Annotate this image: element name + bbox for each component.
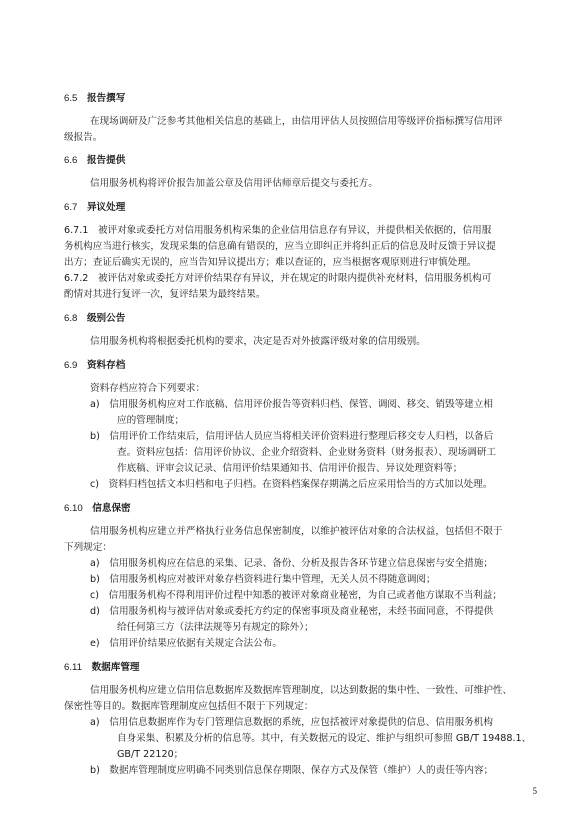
list-item: b) 数据库管理制度应明确不同类别信息保存期限、保存方式及保管（维护）人的责任等内容；	[90, 765, 494, 776]
paragraph-line: 资料存档应符合下列要求：	[90, 383, 206, 394]
paragraph-line: 出方；查证后确实无误的，应当告知异议提出方；难以查证的，应当根据客观原则进行审慎处理。	[64, 257, 477, 268]
section-heading: 6.11 数据库管理	[64, 662, 140, 673]
list-item: a) 信用信息数据库作为专门管理信息数据的系统，应包括被评对象提供的信息、信用服务机构	[90, 717, 493, 728]
section-heading: 6.5 报告撰写	[64, 93, 126, 104]
list-item: d) 信用服务机构与被评估对象或委托方约定的保密事项及商业秘密，未经书面同意，不得提供	[90, 606, 494, 617]
list-item-continuation: 查。资料应包括：信用评价协议、企业介绍资料、企业财务资料（财务报表）、现场调研工	[117, 447, 496, 458]
paragraph-line: 下列规定：	[64, 542, 112, 553]
list-item: a) 信用服务机构应在信息的采集、记录、备份、分析及报告各环节建立信息保密与安全措施；	[90, 558, 493, 569]
paragraph-line: 级报告。	[64, 132, 103, 143]
list-item: b) 信用服务机构应对被评对象存档资料进行集中管理，无关人员不得随意调阅；	[90, 574, 436, 585]
list-item-continuation: 应的管理制度；	[117, 415, 185, 426]
paragraph-line: 信用服务机构应建立并严格执行业务信息保密制度，以维护被评估对象的合法权益，包括但不限于	[90, 526, 503, 537]
paragraph-line: 酌情对其进行复评一次，复评结果为最终结果。	[64, 289, 266, 300]
paragraph-line: 在现场调研及广泛参考其他相关信息的基础上，由信用评估人员按照信用等级评价指标撰写信用评	[90, 116, 503, 127]
section-heading: 6.7 异议处理	[64, 202, 126, 213]
paragraph-line: 信用服务机构将评价报告加盖公章及信用评估师章后提交与委托方。	[90, 178, 378, 189]
list-item: c) 信用服务机构不得利用评价过程中知悉的被评对象商业秘密，为自己或者他方谋取不当利益；	[90, 590, 502, 601]
list-item-continuation: GB/T 22120；	[117, 749, 184, 760]
list-item-continuation: 作底稿、评审会议记录、信用评价结果通知书、信用评价报告、异议处理资料等；	[117, 463, 463, 474]
section-heading: 6.10 信息保密	[64, 503, 131, 514]
paragraph-line: 6.7.1 被评对象或委托方对信用服务机构采集的企业信用信息存有异议，并提供相关依据的，信用服	[64, 225, 492, 236]
section-heading: 6.9 资料存档	[64, 360, 126, 371]
section-heading: 6.6 报告提供	[64, 155, 126, 166]
list-item-continuation: 给任何第三方（法律法规等另有规定的除外）；	[117, 622, 314, 633]
list-item: c) 资料归档包括文本归档和电子归档。在资料档案保存期满之后应采用恰当的方式加以处理。	[90, 479, 493, 490]
paragraph-line: 6.7.2 被评估对象或委托方对评价结果存有异议，并在规定的时限内提供补充材料，信用服务机构可	[64, 273, 492, 284]
page-number: 5	[532, 786, 537, 796]
paragraph-line: 信用服务机构将根据委托机构的要求，决定是否对外披露评级对象的信用级别。	[90, 336, 426, 347]
list-item: a) 信用服务机构应对工作底稿、信用评价报告等资料归档、保管、调阅、移交、销毁等建立相	[90, 399, 493, 410]
list-item: b) 信用评价工作结束后，信用评估人员应当将相关评价资料进行整理后移交专人归档，以备后	[90, 431, 494, 442]
paragraph-line: 务机构应当进行核实，发现采集的信息确有错误的，应当立即纠正并将纠正后的信息及时反馈于异议提	[64, 241, 496, 252]
paragraph-line: 信用服务机构应建立信用信息数据库及数据库管理制度，以达到数据的集中性、一致性、可维护性、	[90, 685, 513, 696]
list-item-continuation: 自身采集、积累及分析的信息等。其中，有关数据元的设定、维护与组织可参照 GB/T 19488.1、	[117, 733, 532, 744]
list-item: e) 信用评价结果应依据有关规定合法公布。	[90, 638, 282, 649]
paragraph-line: 保密性等目的。数据库管理制度应包括但不限于下列规定：	[64, 701, 314, 712]
section-heading: 6.8 级别公告	[64, 313, 126, 324]
